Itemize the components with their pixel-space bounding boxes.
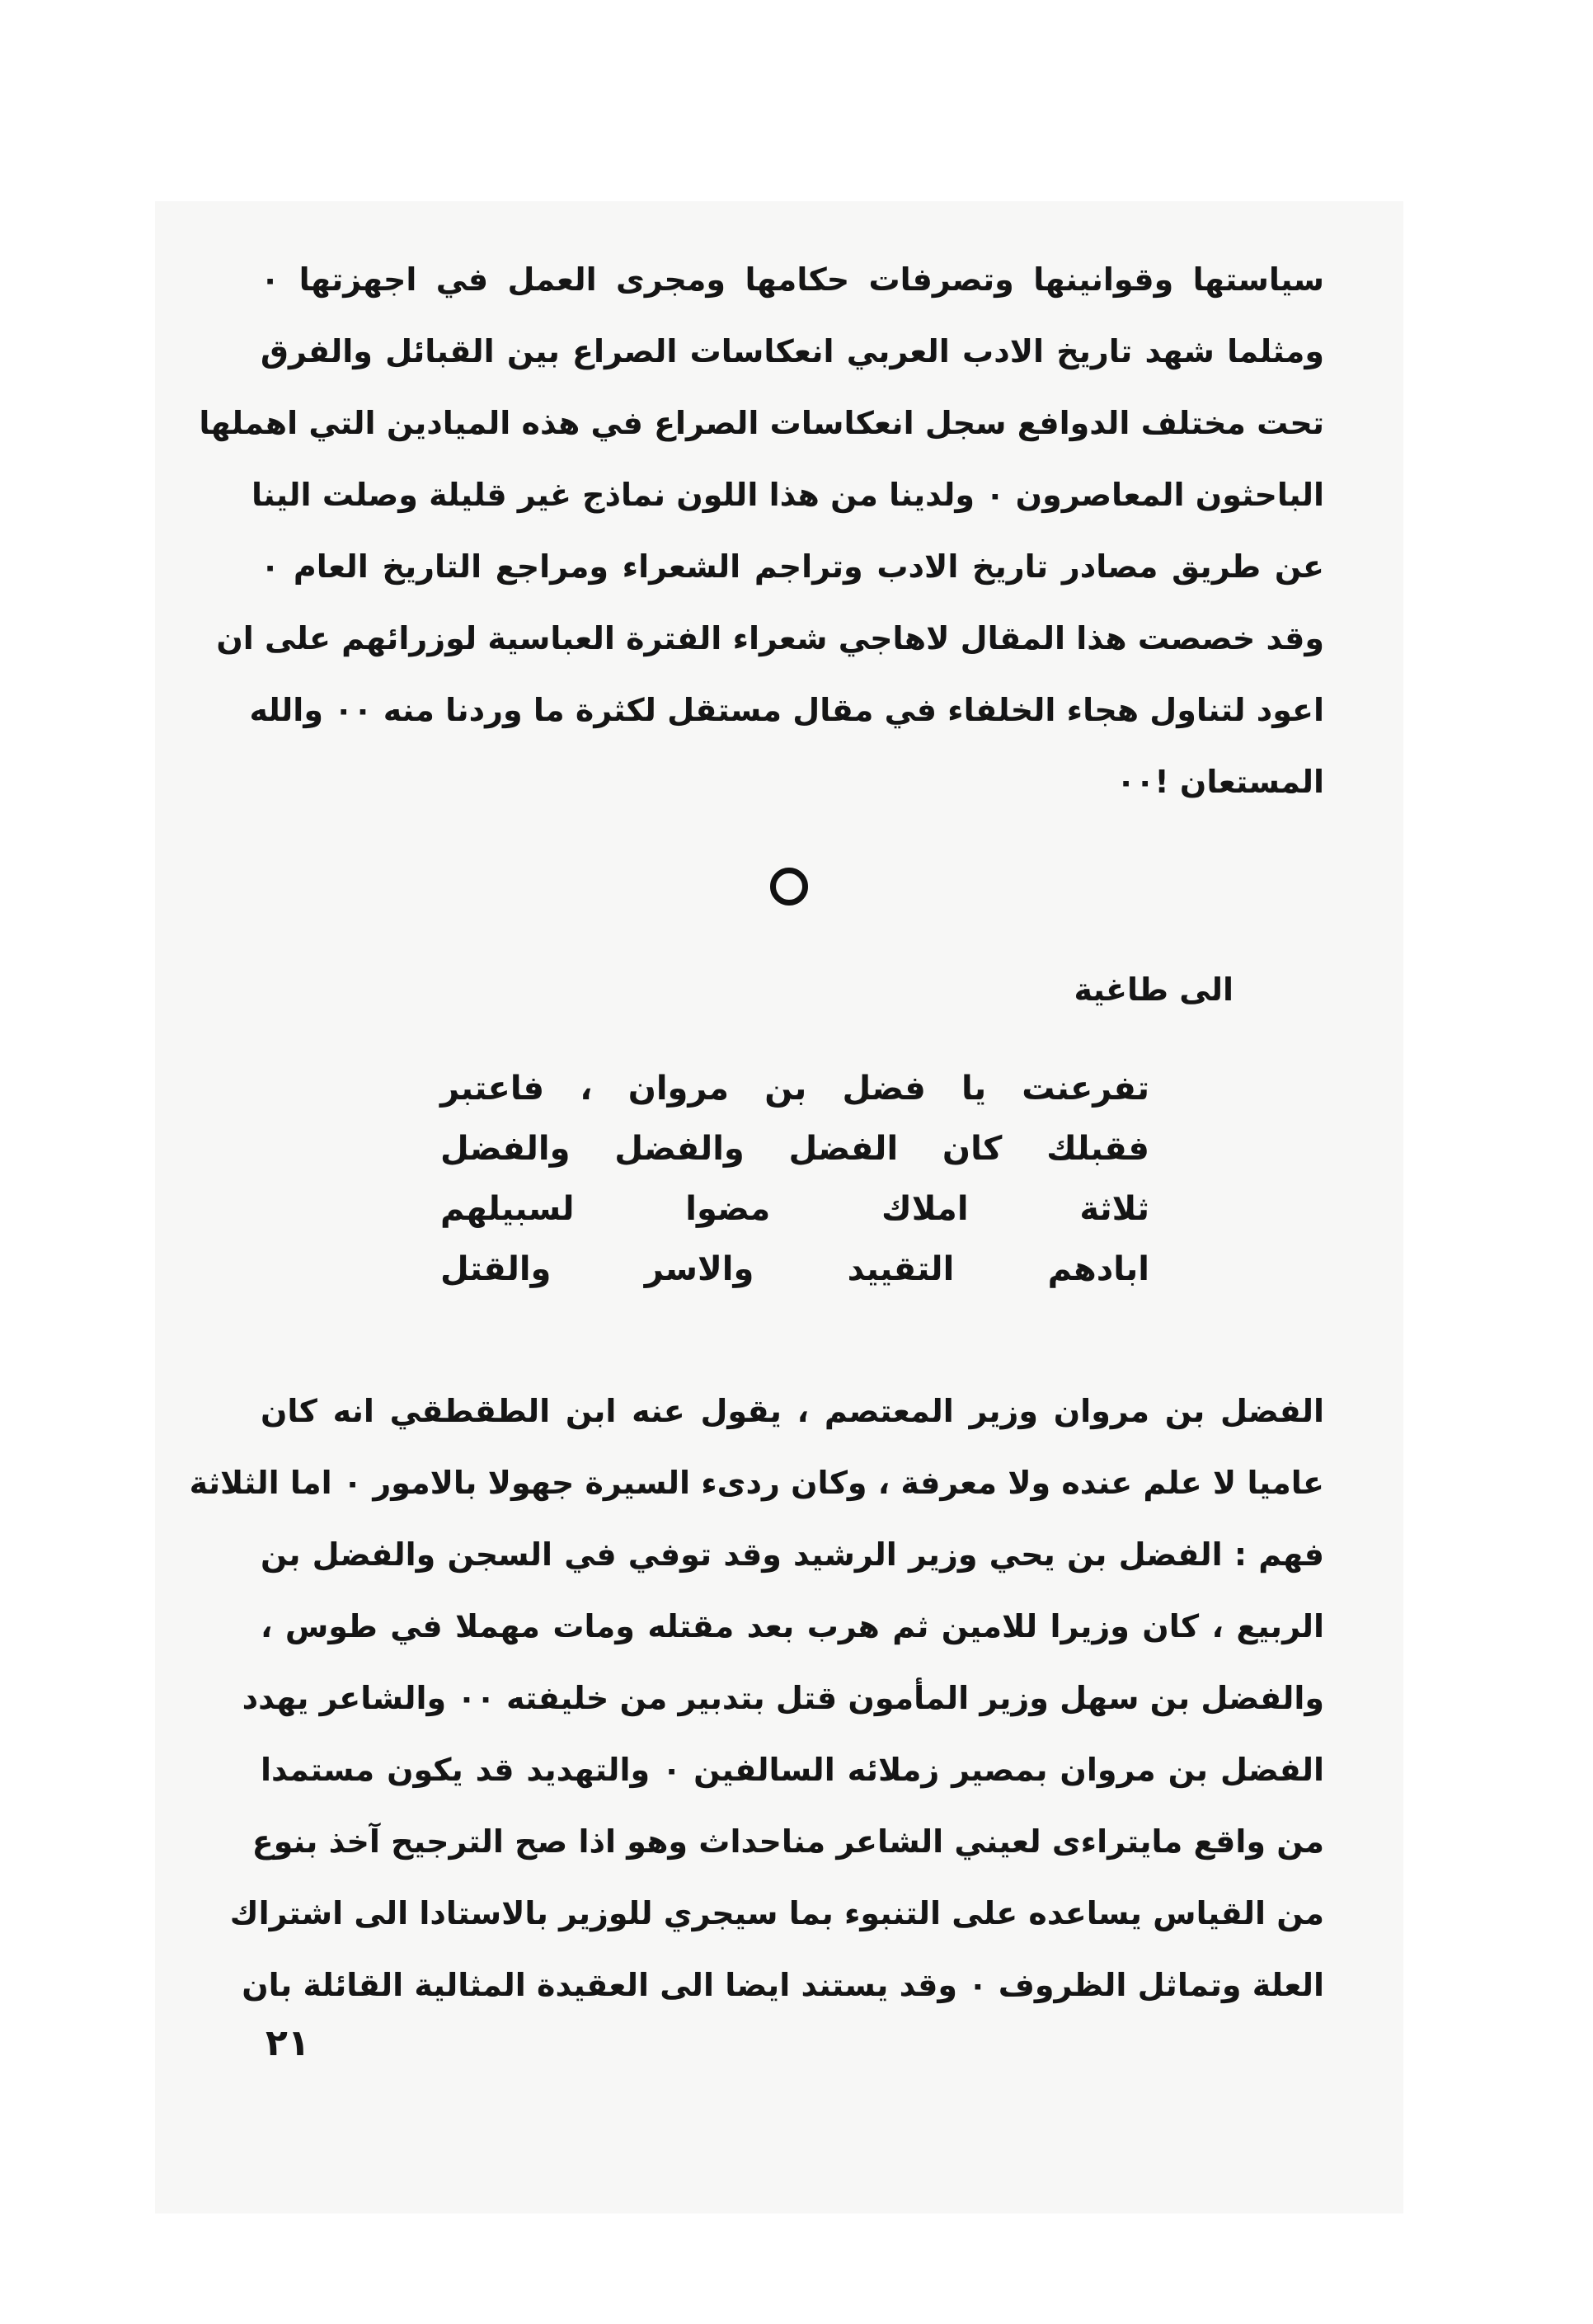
text-line: من القياس يساعده على التنبوء بما سيجري للوزير بالاستادا الى اشتراك: [229, 1895, 1324, 1931]
text-line: تحت مختلف الدوافع سجل انعكاسات الصراع في هذه الميادين التي اهملها: [199, 405, 1324, 441]
text-line: ومثلما شهد تاريخ الادب العربي انعكاسات الصراع بين القبائل والفرق: [261, 333, 1324, 369]
poem: [440, 1059, 1149, 1300]
poem-heading: الى طاغية: [1074, 971, 1234, 1008]
text-line: سياستها وقوانينها وتصرفات حكامها ومجرى العمل في اجهزتها ٠: [261, 261, 1324, 298]
text-line: عن طريق مصادر تاريخ الادب وتراجم الشعراء ومراجع التاريخ العام ٠: [261, 548, 1324, 585]
poem-verse: ابادهم التقييد والاسر والقتل: [440, 1250, 1149, 1288]
text-line: الفضل بن مروان وزير المعتصم ، يقول عنه ابن الطقطقي انه كان: [261, 1393, 1324, 1429]
text-line: عاميا لا علم عنده ولا معرفة ، وكان ردىء السيرة جهولا بالامور ٠ اما الثلاثة: [189, 1465, 1324, 1501]
text-line: والفضل بن سهل وزير المأمون قتل بتدبير من خليفته ٠٠ والشاعر يهدد: [242, 1680, 1324, 1716]
text-line: المستعان !٠٠: [1116, 764, 1324, 800]
page-number: ٢١: [266, 2022, 310, 2064]
text-line: الباحثون المعاصرون ٠ ولدينا من هذا اللون نماذج غير قليلة وصلت الينا: [251, 477, 1324, 513]
text-line: الربيع ، كان وزيرا للامين ثم هرب بعد مقتله ومات مهملا في طوس ،: [261, 1608, 1324, 1644]
text-line: من واقع مايتراءى لعيني الشاعر مناحداث وهو اذا صح الترجيح آخذ بنوع: [251, 1823, 1324, 1860]
paragraph-1: [199, 244, 1324, 818]
text-line: فهم : الفضل بن يحي وزير الرشيد وقد توفي في السجن والفضل بن: [261, 1536, 1324, 1573]
poem-verse: تفرعنت يا فضل بن مروان ، فاعتبر: [440, 1070, 1149, 1108]
text-line: الفضل بن مروان بمصير زملائه السالفين ٠ والتهديد قد يكون مستمدا: [261, 1752, 1324, 1788]
paragraph-2: [189, 1376, 1324, 2021]
text-line: اعود لتناول هجاء الخلفاء في مقال مستقل لكثرة ما وردنا منه ٠٠ والله: [249, 692, 1324, 728]
poem-verse: ثلاثة املاك مضوا لسبيلهم: [440, 1190, 1149, 1228]
text-line: وقد خصصت هذا المقال لاهاجي شعراء الفترة العباسية لوزرائهم على ان: [216, 620, 1324, 656]
poem-verse: فقبلك كان الفضل والفضل والفضل: [440, 1130, 1149, 1168]
text-line: العلة وتماثل الظروف ٠ وقد يستند ايضا الى العقيدة المثالية القائلة بان: [242, 1967, 1324, 2003]
section-separator-circle: [770, 868, 808, 906]
